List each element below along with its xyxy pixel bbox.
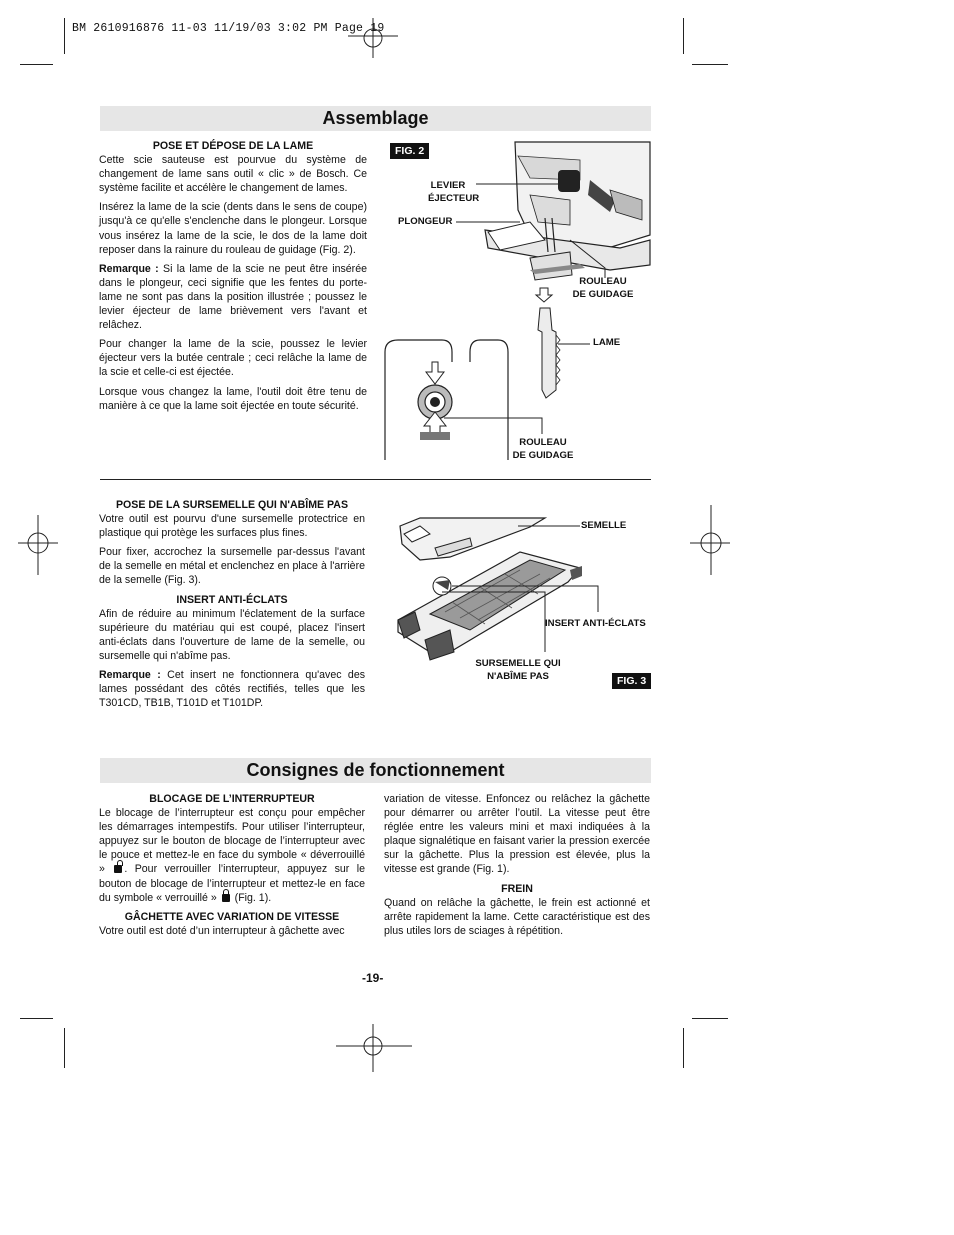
- paragraph: Lorsque vous changez la lame, l'outil doit être tenu de manière à ce que la lame soit éjectée en toute sécurité.: [99, 385, 367, 412]
- paragraph-text: (Fig. 1).: [231, 891, 272, 904]
- label-line: LEVIER: [430, 180, 466, 191]
- label-line: ROULEAU: [579, 276, 627, 287]
- crop-mark: [683, 18, 684, 54]
- label-line: ROULEAU: [519, 437, 567, 448]
- label-line: ÉJECTEUR: [428, 192, 480, 204]
- paragraph: Pour fixer, accrochez la sursemelle par-dessus l'avant de la semelle en métal et enclenchez en place à l'arrière de la semelle (Fig. 3).: [99, 546, 365, 587]
- crop-mark: [692, 1018, 728, 1019]
- paragraph-text: Le blocage de l’interrupteur est conçu pour empêcher les démarrages intempestifs. Pour utiliser l’interrupteur, appuyez sur le bouton de blocage de l’interrupteur avec le pouce et mettez-le en face du symbole « déverrouillé »: [99, 807, 365, 876]
- label-line: N'ABÎME PAS: [487, 670, 549, 682]
- section-header-assemblage: [100, 106, 651, 131]
- paragraph: Quand on relâche la gâchette, le frein est actionné et arrête rapidement la lame. Cette caractéristique est des plus utiles lors de sciages à répétition.: [384, 896, 650, 937]
- fig2-label-rouleau-top: [572, 276, 634, 301]
- subheading: POSE DE LA SURSEMELLE QUI N'ABÎME PAS: [115, 499, 349, 511]
- fig2-jigsaw-illustration: [380, 140, 655, 465]
- paragraph: Pour changer la lame de la scie, poussez le levier éjecteur vers la butée centrale ; ceci relâche la lame de la scie et celle-ci est éjectée.: [99, 338, 367, 379]
- sursemelle-text: [99, 498, 365, 715]
- subheading: GÂCHETTE AVEC VARIATION DE VITESSE: [124, 910, 340, 923]
- registration-mark-left: [18, 515, 58, 575]
- paragraph: Votre outil est doté d’un interrupteur à gâchette avec: [99, 924, 345, 937]
- consignes-right-column: [384, 792, 650, 943]
- subheading: POSE ET DÉPOSE DE LA LAME: [152, 140, 314, 152]
- fig3-label-insert: INSERT ANTI-ÉCLATS: [545, 618, 646, 629]
- subheading: INSERT ANTI-ÉCLATS: [176, 593, 288, 606]
- fig3-tag: FIG. 3: [612, 673, 651, 689]
- crop-mark: [64, 1028, 65, 1068]
- paragraph: variation de vitesse. Enfoncez ou relâchez la gâchette pour démarrer ou arrêter l’outil. La vitesse peut être réglée entre les valeurs mini et maxi indiquées à la plaque signalétique en faisant varier la pression exercée sur la gâchette. Plus la pression est élevée, plus la vitesse est grande (Fig. 1).: [384, 793, 650, 876]
- fig2-label-levier: [428, 180, 480, 205]
- fig2-tag: FIG. 2: [390, 143, 429, 159]
- crop-mark: [683, 1028, 684, 1068]
- paragraph: Afin de réduire au minimum l'éclatement de la surface supérieure du matériau qui est coupé, placez l'insert anti-éclats dans l'ouverture de lame de la semelle, ou sursemelle qui n'abîme pas.: [99, 607, 365, 662]
- section-title: Assemblage: [322, 108, 429, 128]
- subheading: FREIN: [501, 882, 533, 895]
- label-line: SURSEMELLE QUI: [475, 658, 561, 669]
- pose-depose-text: [99, 139, 367, 418]
- unlocked-icon: [114, 865, 122, 873]
- note-label: Remarque :: [99, 262, 159, 275]
- note-text: Cet insert ne fonctionnera qu'avec des lames possédant des côtés rectifiés, telles que les T301CD, TB1B, T101D et T101DP.: [99, 669, 366, 710]
- paragraph: Insérez la lame de la scie (dents dans le sens de coupe) jusqu'à ce qu'elle s'enclenche dans le plongeur. Lorsque vous insérez la lame de la scie, le dos de la lame doit reposer dans la rainure du rouleau de guidage (Fig. 2).: [99, 201, 367, 256]
- note-label: Remarque :: [99, 669, 161, 682]
- locked-icon: [222, 894, 230, 902]
- page-number: -19-: [362, 971, 384, 985]
- print-slug-line: BM 2610916876 11-03 11/19/03 3:02 PM Page 19: [72, 22, 385, 35]
- paragraph: [99, 668, 365, 710]
- fig3-label-sursemelle: [472, 658, 564, 683]
- section-title: Consignes de fonctionnement: [246, 760, 505, 780]
- note-text: Si la lame de la scie ne peut être insérée dans le plongeur, ceci signifie que les fentes du porte-lame ne sont pas dans la position illustrée ; poussez le levier éjecteur de lame brièvement vers l'avant et relâchez.: [99, 262, 367, 332]
- paragraph: Votre outil est pourvu d'une sursemelle protectrice en plastique qui protège les surfaces plus fines.: [99, 513, 365, 540]
- fig3-base-illustration: [390, 512, 600, 667]
- crop-mark: [692, 64, 728, 65]
- crop-mark: [20, 64, 53, 65]
- crop-mark: [64, 18, 65, 54]
- paragraph-text: . Pour verrouiller l’interrupteur, appuyez sur le bouton de blocage de l’interrupteur et mettez-le en face du symbole « verrouillé »: [99, 863, 365, 904]
- consignes-left-column: [99, 792, 365, 943]
- paragraph: Cette scie sauteuse est pourvue du système de changement de lame sans outil « clic » de Bosch. Ce système facilite et accélère le changement de lames.: [99, 154, 367, 195]
- paragraph: [99, 806, 365, 905]
- fig2-label-rouleau-bottom: [512, 437, 574, 462]
- registration-mark-bottom: [336, 1024, 412, 1072]
- fig3-label-semelle: SEMELLE: [581, 520, 627, 531]
- section-divider: [100, 479, 651, 480]
- registration-mark-right: [690, 505, 730, 575]
- section-header-consignes: [100, 758, 651, 783]
- fig2-label-lame: LAME: [593, 337, 621, 348]
- subheading: BLOCAGE DE L’INTERRUPTEUR: [149, 793, 315, 805]
- crop-mark: [20, 1018, 53, 1019]
- label-line: DE GUIDAGE: [572, 288, 634, 300]
- label-line: DE GUIDAGE: [512, 449, 574, 461]
- paragraph: [99, 262, 367, 332]
- fig2-label-plongeur: PLONGEUR: [398, 216, 453, 227]
